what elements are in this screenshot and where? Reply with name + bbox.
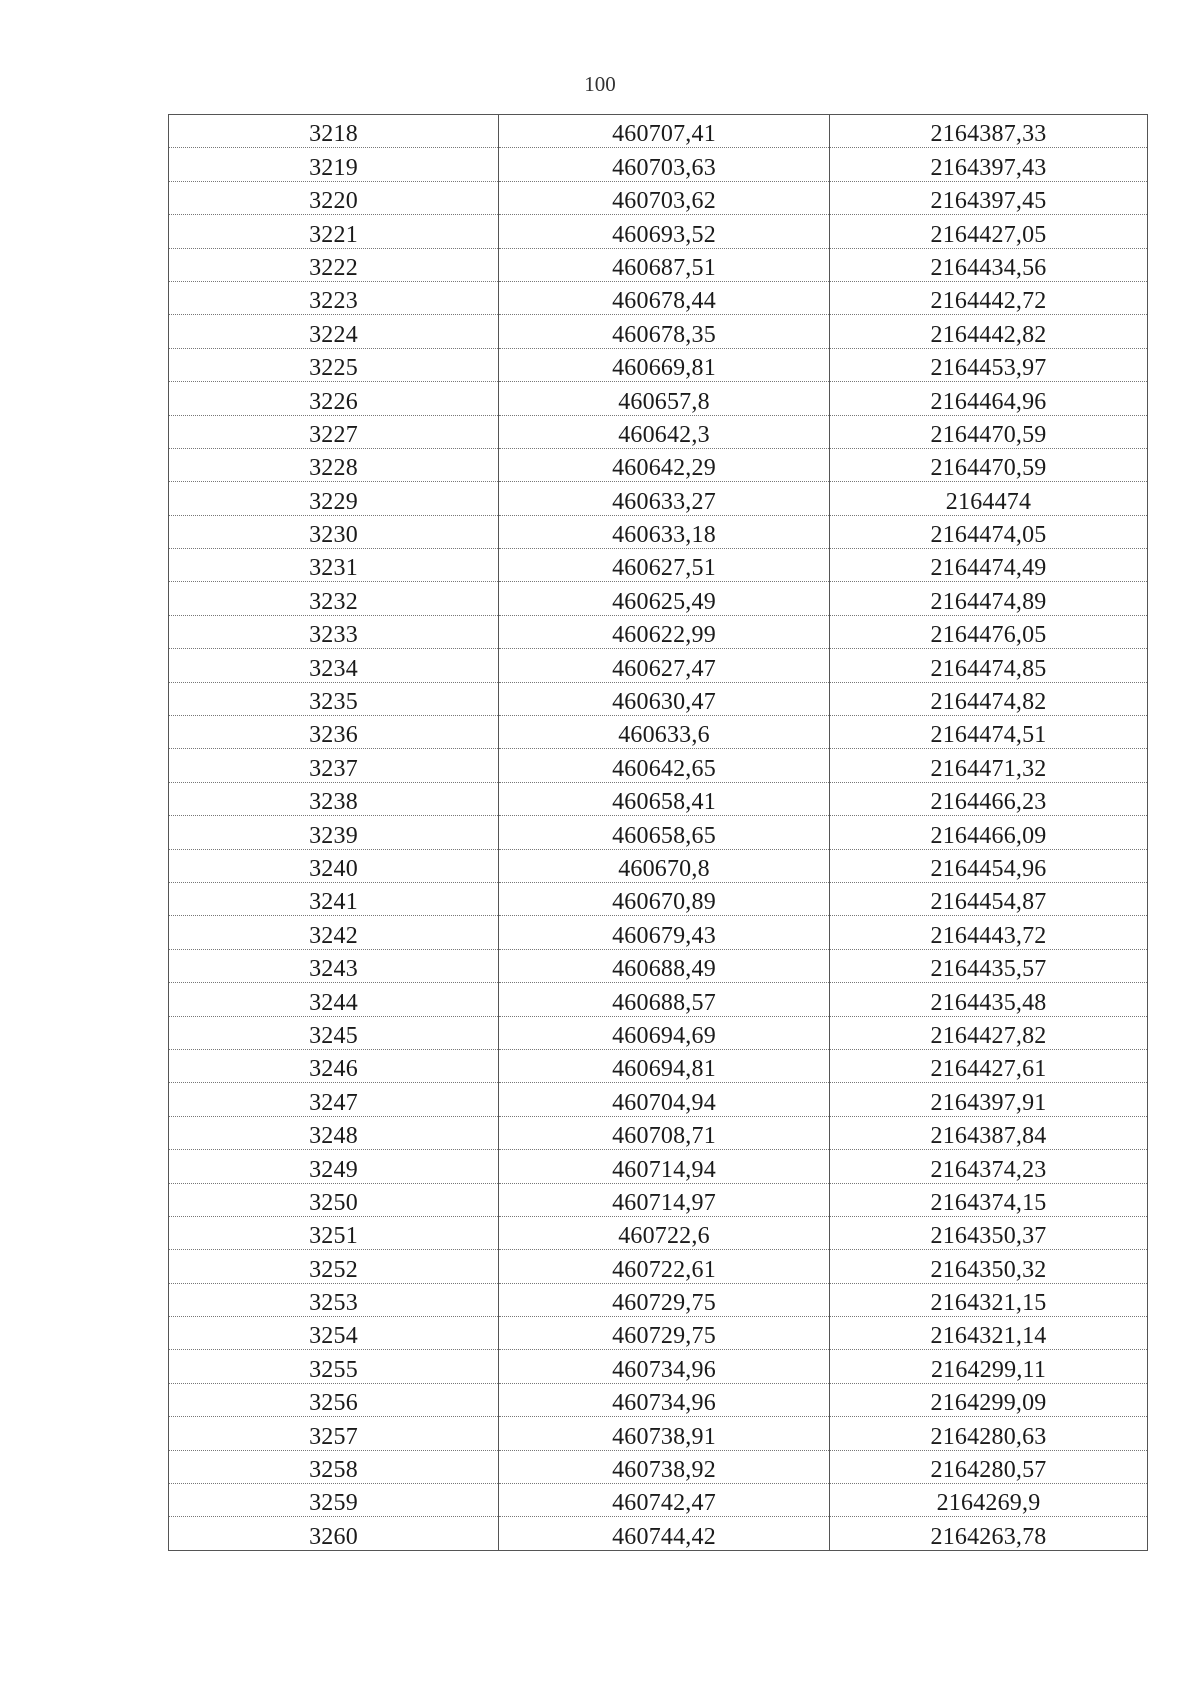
- point-number-cell: 3227: [169, 415, 499, 448]
- point-number-cell: 3234: [169, 649, 499, 682]
- table-row: [169, 1183, 1148, 1216]
- point-number-cell: 3243: [169, 949, 499, 982]
- table-row: [169, 482, 1148, 515]
- table-row: [169, 181, 1148, 214]
- x-coordinate-cell: 460707,41: [499, 115, 830, 148]
- point-number-cell: 3256: [169, 1383, 499, 1416]
- y-coordinate-cell: 2164474,82: [830, 682, 1148, 715]
- page-number: 100: [584, 72, 616, 96]
- point-number-cell: 3238: [169, 782, 499, 815]
- table-row: [169, 382, 1148, 415]
- point-number-cell: 3223: [169, 281, 499, 314]
- table-row: [169, 1383, 1148, 1416]
- table-row: [169, 1450, 1148, 1483]
- point-number-cell: 3246: [169, 1049, 499, 1082]
- coordinates-table-body: [169, 115, 1148, 1551]
- y-coordinate-cell: 2164454,96: [830, 849, 1148, 882]
- x-coordinate-cell: 460734,96: [499, 1383, 830, 1416]
- table-row: [169, 816, 1148, 849]
- x-coordinate-cell: 460688,49: [499, 949, 830, 982]
- y-coordinate-cell: 2164466,23: [830, 782, 1148, 815]
- x-coordinate-cell: 460729,75: [499, 1283, 830, 1316]
- y-coordinate-cell: 2164443,72: [830, 916, 1148, 949]
- x-coordinate-cell: 460714,97: [499, 1183, 830, 1216]
- point-number-cell: 3244: [169, 983, 499, 1016]
- y-coordinate-cell: 2164397,43: [830, 148, 1148, 181]
- point-number-cell: 3255: [169, 1350, 499, 1383]
- y-coordinate-cell: 2164350,37: [830, 1216, 1148, 1249]
- x-coordinate-cell: 460703,63: [499, 148, 830, 181]
- point-number-cell: 3231: [169, 549, 499, 582]
- y-coordinate-cell: 2164471,32: [830, 749, 1148, 782]
- point-number-cell: 3225: [169, 348, 499, 381]
- point-number-cell: 3250: [169, 1183, 499, 1216]
- table-row: [169, 882, 1148, 915]
- x-coordinate-cell: 460627,51: [499, 549, 830, 582]
- y-coordinate-cell: 2164374,23: [830, 1150, 1148, 1183]
- point-number-cell: 3237: [169, 749, 499, 782]
- table-row: [169, 949, 1148, 982]
- x-coordinate-cell: 460734,96: [499, 1350, 830, 1383]
- table-row: [169, 1216, 1148, 1249]
- x-coordinate-cell: 460657,8: [499, 382, 830, 415]
- point-number-cell: 3230: [169, 515, 499, 548]
- point-number-cell: 3242: [169, 916, 499, 949]
- x-coordinate-cell: 460738,91: [499, 1417, 830, 1450]
- point-number-cell: 3258: [169, 1450, 499, 1483]
- table-row: [169, 415, 1148, 448]
- point-number-cell: 3248: [169, 1116, 499, 1149]
- point-number-cell: 3226: [169, 382, 499, 415]
- x-coordinate-cell: 460622,99: [499, 615, 830, 648]
- point-number-cell: 3259: [169, 1484, 499, 1517]
- y-coordinate-cell: 2164442,72: [830, 281, 1148, 314]
- table-row: [169, 682, 1148, 715]
- x-coordinate-cell: 460658,65: [499, 816, 830, 849]
- x-coordinate-cell: 460687,51: [499, 248, 830, 281]
- y-coordinate-cell: 2164350,32: [830, 1250, 1148, 1283]
- table-row: [169, 1283, 1148, 1316]
- y-coordinate-cell: 2164442,82: [830, 315, 1148, 348]
- y-coordinate-cell: 2164387,33: [830, 115, 1148, 148]
- x-coordinate-cell: 460694,81: [499, 1049, 830, 1082]
- point-number-cell: 3218: [169, 115, 499, 148]
- table-row: [169, 348, 1148, 381]
- point-number-cell: 3239: [169, 816, 499, 849]
- table-row: [169, 1116, 1148, 1149]
- coordinates-table: [168, 114, 1148, 1551]
- table-row: [169, 1049, 1148, 1082]
- y-coordinate-cell: 2164397,45: [830, 181, 1148, 214]
- table-row: [169, 448, 1148, 481]
- y-coordinate-cell: 2164374,15: [830, 1183, 1148, 1216]
- point-number-cell: 3229: [169, 482, 499, 515]
- point-number-cell: 3240: [169, 849, 499, 882]
- table-row: [169, 983, 1148, 1016]
- x-coordinate-cell: 460693,52: [499, 215, 830, 248]
- point-number-cell: 3254: [169, 1317, 499, 1350]
- x-coordinate-cell: 460688,57: [499, 983, 830, 1016]
- y-coordinate-cell: 2164263,78: [830, 1517, 1148, 1550]
- point-number-cell: 3245: [169, 1016, 499, 1049]
- x-coordinate-cell: 460642,65: [499, 749, 830, 782]
- x-coordinate-cell: 460670,8: [499, 849, 830, 882]
- y-coordinate-cell: 2164299,09: [830, 1383, 1148, 1416]
- table-row: [169, 215, 1148, 248]
- x-coordinate-cell: 460678,44: [499, 281, 830, 314]
- y-coordinate-cell: 2164387,84: [830, 1116, 1148, 1149]
- table-row: [169, 248, 1148, 281]
- point-number-cell: 3233: [169, 615, 499, 648]
- point-number-cell: 3252: [169, 1250, 499, 1283]
- x-coordinate-cell: 460703,62: [499, 181, 830, 214]
- point-number-cell: 3228: [169, 448, 499, 481]
- x-coordinate-cell: 460633,27: [499, 482, 830, 515]
- point-number-cell: 3249: [169, 1150, 499, 1183]
- point-number-cell: 3251: [169, 1216, 499, 1249]
- y-coordinate-cell: 2164427,82: [830, 1016, 1148, 1049]
- point-number-cell: 3220: [169, 181, 499, 214]
- y-coordinate-cell: 2164269,9: [830, 1484, 1148, 1517]
- y-coordinate-cell: 2164434,56: [830, 248, 1148, 281]
- x-coordinate-cell: 460642,29: [499, 448, 830, 481]
- x-coordinate-cell: 460744,42: [499, 1517, 830, 1550]
- y-coordinate-cell: 2164474,05: [830, 515, 1148, 548]
- y-coordinate-cell: 2164397,91: [830, 1083, 1148, 1116]
- table-row: [169, 1484, 1148, 1517]
- table-row: [169, 148, 1148, 181]
- point-number-cell: 3235: [169, 682, 499, 715]
- table-row: [169, 1016, 1148, 1049]
- x-coordinate-cell: 460679,43: [499, 916, 830, 949]
- point-number-cell: 3219: [169, 148, 499, 181]
- table-row: [169, 549, 1148, 582]
- table-row: [169, 1083, 1148, 1116]
- y-coordinate-cell: 2164280,57: [830, 1450, 1148, 1483]
- y-coordinate-cell: 2164299,11: [830, 1350, 1148, 1383]
- y-coordinate-cell: 2164474: [830, 482, 1148, 515]
- table-row: [169, 1317, 1148, 1350]
- x-coordinate-cell: 460678,35: [499, 315, 830, 348]
- y-coordinate-cell: 2164466,09: [830, 816, 1148, 849]
- table-row: [169, 315, 1148, 348]
- y-coordinate-cell: 2164474,89: [830, 582, 1148, 615]
- x-coordinate-cell: 460722,6: [499, 1216, 830, 1249]
- y-coordinate-cell: 2164453,97: [830, 348, 1148, 381]
- table-row: [169, 716, 1148, 749]
- table-row: [169, 1517, 1148, 1550]
- y-coordinate-cell: 2164280,63: [830, 1417, 1148, 1450]
- y-coordinate-cell: 2164321,14: [830, 1317, 1148, 1350]
- y-coordinate-cell: 2164474,49: [830, 549, 1148, 582]
- y-coordinate-cell: 2164454,87: [830, 882, 1148, 915]
- point-number-cell: 3257: [169, 1417, 499, 1450]
- table-row: [169, 1150, 1148, 1183]
- table-row: [169, 749, 1148, 782]
- point-number-cell: 3260: [169, 1517, 499, 1550]
- x-coordinate-cell: 460658,41: [499, 782, 830, 815]
- x-coordinate-cell: 460722,61: [499, 1250, 830, 1283]
- y-coordinate-cell: 2164427,61: [830, 1049, 1148, 1082]
- table-row: [169, 1350, 1148, 1383]
- x-coordinate-cell: 460669,81: [499, 348, 830, 381]
- table-row: [169, 849, 1148, 882]
- point-number-cell: 3224: [169, 315, 499, 348]
- table-row: [169, 649, 1148, 682]
- point-number-cell: 3247: [169, 1083, 499, 1116]
- y-coordinate-cell: 2164435,57: [830, 949, 1148, 982]
- point-number-cell: 3222: [169, 248, 499, 281]
- x-coordinate-cell: 460704,94: [499, 1083, 830, 1116]
- y-coordinate-cell: 2164476,05: [830, 615, 1148, 648]
- point-number-cell: 3253: [169, 1283, 499, 1316]
- x-coordinate-cell: 460625,49: [499, 582, 830, 615]
- y-coordinate-cell: 2164427,05: [830, 215, 1148, 248]
- y-coordinate-cell: 2164464,96: [830, 382, 1148, 415]
- point-number-cell: 3232: [169, 582, 499, 615]
- y-coordinate-cell: 2164435,48: [830, 983, 1148, 1016]
- table-row: [169, 515, 1148, 548]
- point-number-cell: 3241: [169, 882, 499, 915]
- x-coordinate-cell: 460633,18: [499, 515, 830, 548]
- y-coordinate-cell: 2164470,59: [830, 415, 1148, 448]
- y-coordinate-cell: 2164474,51: [830, 716, 1148, 749]
- table-row: [169, 916, 1148, 949]
- point-number-cell: 3236: [169, 716, 499, 749]
- table-row: [169, 582, 1148, 615]
- x-coordinate-cell: 460714,94: [499, 1150, 830, 1183]
- table-row: [169, 1417, 1148, 1450]
- x-coordinate-cell: 460642,3: [499, 415, 830, 448]
- x-coordinate-cell: 460670,89: [499, 882, 830, 915]
- x-coordinate-cell: 460708,71: [499, 1116, 830, 1149]
- table-row: [169, 281, 1148, 314]
- x-coordinate-cell: 460630,47: [499, 682, 830, 715]
- table-row: [169, 782, 1148, 815]
- x-coordinate-cell: 460627,47: [499, 649, 830, 682]
- y-coordinate-cell: 2164321,15: [830, 1283, 1148, 1316]
- x-coordinate-cell: 460742,47: [499, 1484, 830, 1517]
- x-coordinate-cell: 460738,92: [499, 1450, 830, 1483]
- x-coordinate-cell: 460729,75: [499, 1317, 830, 1350]
- table-row: [169, 1250, 1148, 1283]
- table-row: [169, 115, 1148, 148]
- point-number-cell: 3221: [169, 215, 499, 248]
- y-coordinate-cell: 2164474,85: [830, 649, 1148, 682]
- table-row: [169, 615, 1148, 648]
- y-coordinate-cell: 2164470,59: [830, 448, 1148, 481]
- x-coordinate-cell: 460633,6: [499, 716, 830, 749]
- x-coordinate-cell: 460694,69: [499, 1016, 830, 1049]
